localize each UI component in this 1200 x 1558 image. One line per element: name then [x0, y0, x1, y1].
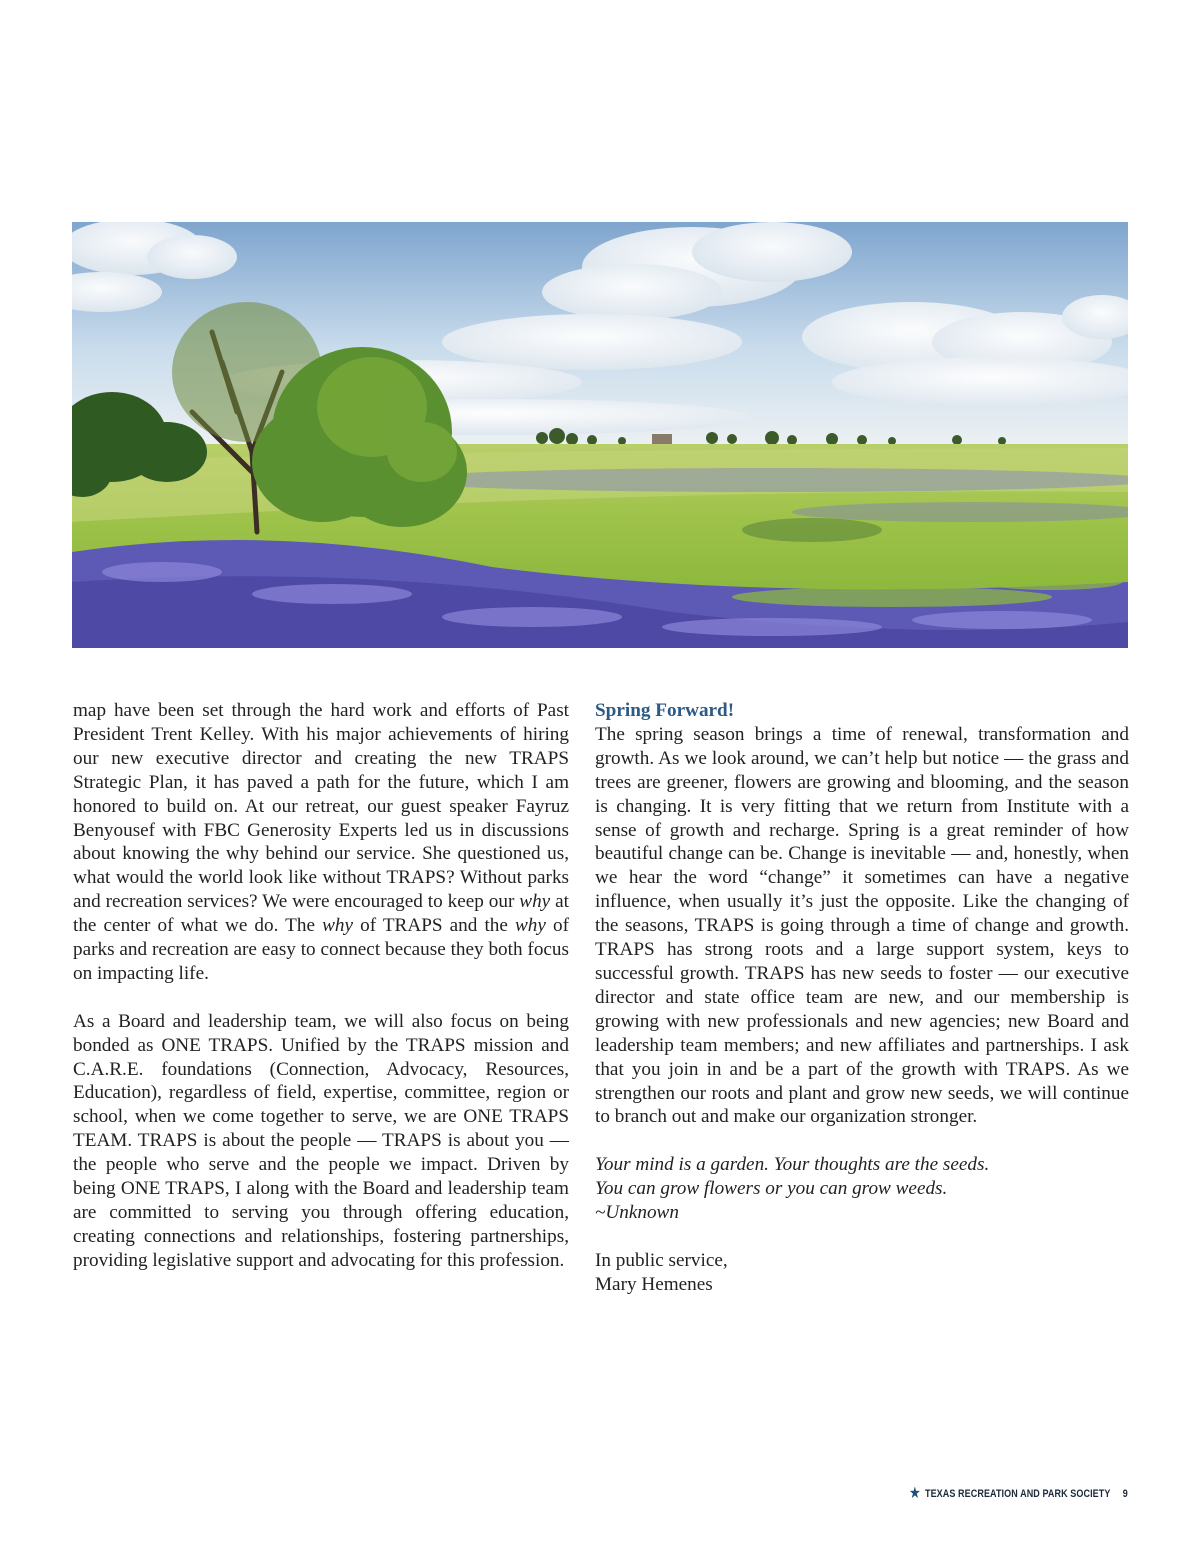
quote-attribution: ~Unknown [595, 1202, 679, 1224]
paragraph-text: at the center of what we do. The [73, 891, 569, 937]
footer-org-name: TEXAS RECREATION AND PARK SOCIETY [925, 1488, 1111, 1500]
paragraph-text: map have been set through the hard work and efforts of Past President Trent Kelley. With his major achievements of hiring our new executive director and creating the new TRAPS Strategic Plan, it has paved a path for the future, which I am honored to build on. At our retreat, our guest speaker Fayruz Benyousef with FBC Generosity Experts led us in discussions about knowing the why behind our service. She questioned us, what would the world look like without TRAPS? Without parks and recreation services? We were encouraged to keep our [73, 700, 569, 913]
star-icon: ★ [909, 1485, 922, 1502]
quote-line-1: Your mind is a garden. Your thoughts are the seeds. [595, 1154, 990, 1176]
emphasis-why: why [322, 915, 354, 937]
hero-photo [72, 222, 1128, 648]
right-paragraph-1: The spring season brings a time of renewal, transformation and growth. As we look around, we can’t help but notice — the grass and trees are greener, flowers are growing and blooming, and the season is changing. It is very fitting that we return from Institute with a sense of growth and recharge. Spring is a great reminder of how beautiful change can be. Change is inevitable — and, honestly, when we hear the word “change” it sometimes can have a negative influence, when usually it’s just the opposite. Like the changing of the seasons, TRAPS is going through a time of change and growth. TRAPS has strong roots and a large support system, keys to successful growth. TRAPS has new seeds to foster — our executive director and state office team are new, and our membership is growing with new professionals and new agencies; new Board and leadership team members; and new affiliates and partnerships. I ask that you join in and be a part of the growth with TRAPS. As we strengthen our roots and plant and grow new seeds, we will continue to branch out and make our organization stronger. [595, 723, 1129, 1128]
emphasis-why: why [519, 891, 551, 913]
sign-off [595, 1249, 1129, 1297]
paragraph-text: of parks and recreation are easy to connect because they both focus on impacting life. [73, 915, 570, 984]
bluebonnet-field-photo [72, 222, 1128, 648]
emphasis-why: why [515, 915, 546, 937]
left-paragraph-2: As a Board and leadership team, we will also focus on being bonded as ONE TRAPS. Unified by the TRAPS mission and C.A.R.E. foundations (Connection, Advocacy, Resources, Education), regardless of field, expertise, committee, region or school, when we come together to serve, we are ONE TRAPS TEAM. TRAPS is about the people — TRAPS is about you — the people who serve and the people we impact. Driven by being ONE TRAPS, I along with the Board and leadership team are committed to serving you through offering education, creating connections and relationships, fostering partnerships, providing legislative support and advocating for this profession. [73, 1010, 569, 1271]
closing-line: In public service, [595, 1249, 728, 1271]
section-heading: Spring Forward! [595, 700, 735, 721]
paragraph-text: of TRAPS and the [353, 915, 515, 937]
quote-line-2: You can grow flowers or you can grow weeds. [595, 1178, 948, 1200]
left-column [73, 699, 569, 1273]
page-footer [909, 1484, 1128, 1504]
right-column [595, 699, 1129, 1297]
quote-block [595, 1153, 1129, 1225]
left-paragraph-1 [73, 699, 569, 986]
signature-name: Mary Hemenes [595, 1273, 713, 1295]
page-number: 9 [1122, 1488, 1128, 1500]
